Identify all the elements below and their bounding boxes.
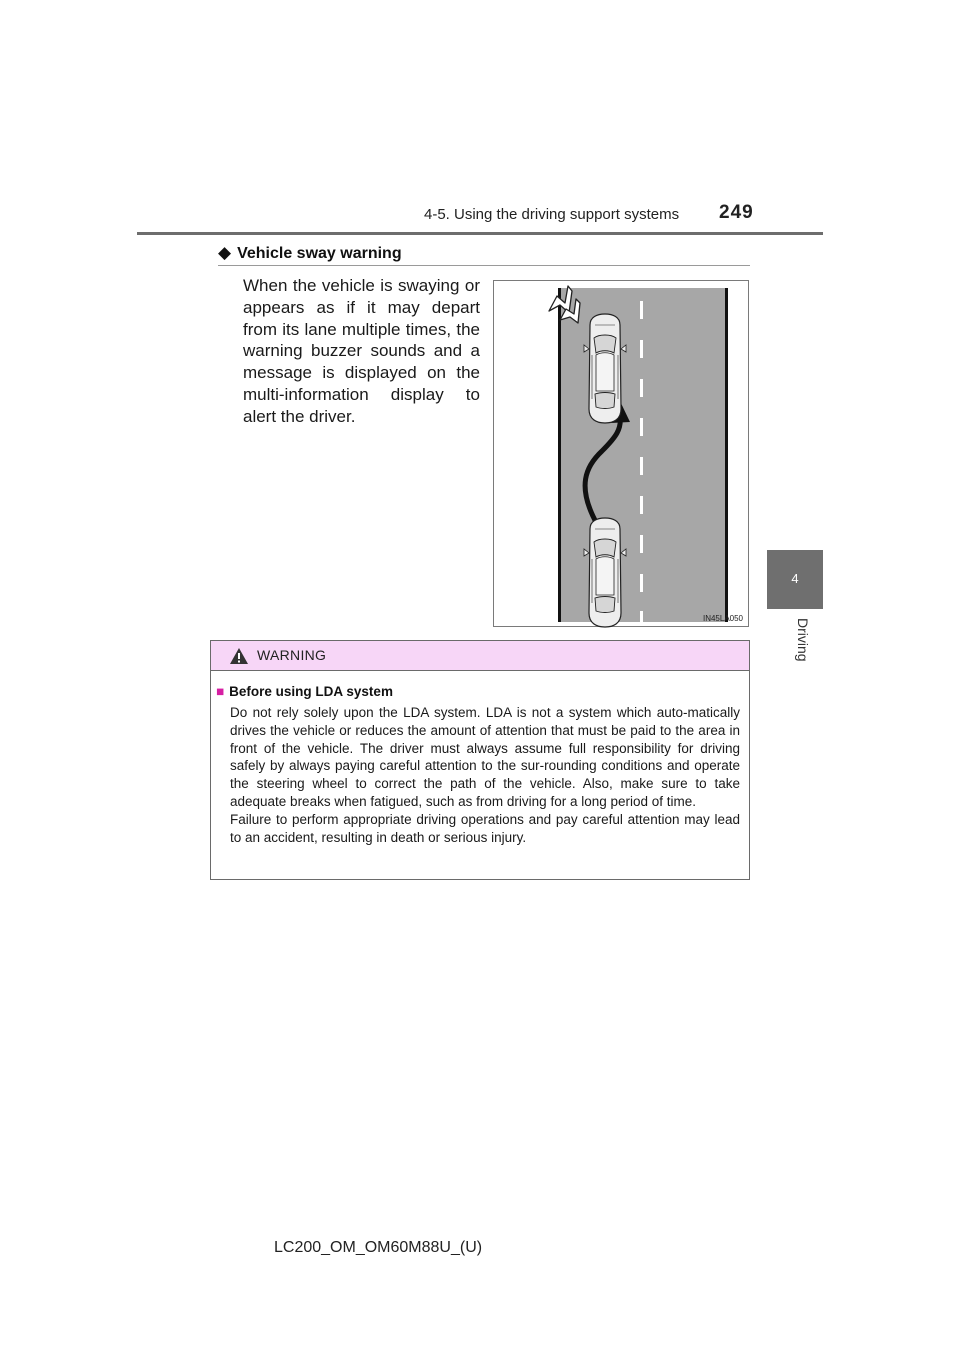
car-swaying xyxy=(584,314,626,423)
page-number: 249 xyxy=(719,202,754,223)
lane-sway-illustration xyxy=(493,280,749,627)
section-heading-text: Vehicle sway warning xyxy=(237,245,402,262)
left-edge-line xyxy=(558,288,561,622)
warning-text xyxy=(230,704,740,846)
warning-paragraph: Do not rely solely upon the LDA system. LDA is not a system which auto-matically drives the vehicle or reduces the amount of attention that must be paid to the area in front of the vehicle. The driver must always assume full responsibility for driving safely by always paying careful attention to the sur-rounding conditions and operate the steering wheel to correct the path of the vehicle. Also, make sure to take adequate breaks when fatigued, such as from driving for a long period of time. xyxy=(230,705,740,809)
warning-subheading-text: Before using LDA system xyxy=(229,684,393,699)
right-edge-line xyxy=(725,288,728,622)
header-divider xyxy=(137,232,823,235)
warning-subheading xyxy=(216,684,393,699)
warning-paragraph: Failure to perform appropriate driving operations and pay careful attention may lead to an accident, resulting in death or serious injury. xyxy=(230,811,740,845)
chapter-tab-number: 4 xyxy=(791,571,799,586)
square-bullet-icon: ■ xyxy=(216,684,225,699)
warning-box xyxy=(210,640,750,880)
road-diagram xyxy=(494,281,750,628)
header-section-title: 4-5. Using the driving support systems xyxy=(424,206,680,223)
figure-code: IN45LA050 xyxy=(702,614,743,623)
diamond-bullet-icon: ◆ xyxy=(218,243,232,262)
footer-document-code: LC200_OM_OM60M88U_(U) xyxy=(274,1239,483,1256)
warning-header xyxy=(211,641,749,671)
section-divider xyxy=(218,265,750,266)
section-body-text: When the vehicle is swaying or appears as if it may depart from its lane multiple times, the warning buzzer sounds and a message is displayed on the multi-information display to alert the driver. xyxy=(243,276,480,426)
warning-title: WARNING xyxy=(257,647,327,663)
road-surface xyxy=(559,288,727,622)
section-heading xyxy=(218,243,402,263)
warning-triangle-icon xyxy=(229,647,249,665)
chapter-tab-label: Driving xyxy=(795,618,811,662)
car-initial xyxy=(584,518,626,627)
